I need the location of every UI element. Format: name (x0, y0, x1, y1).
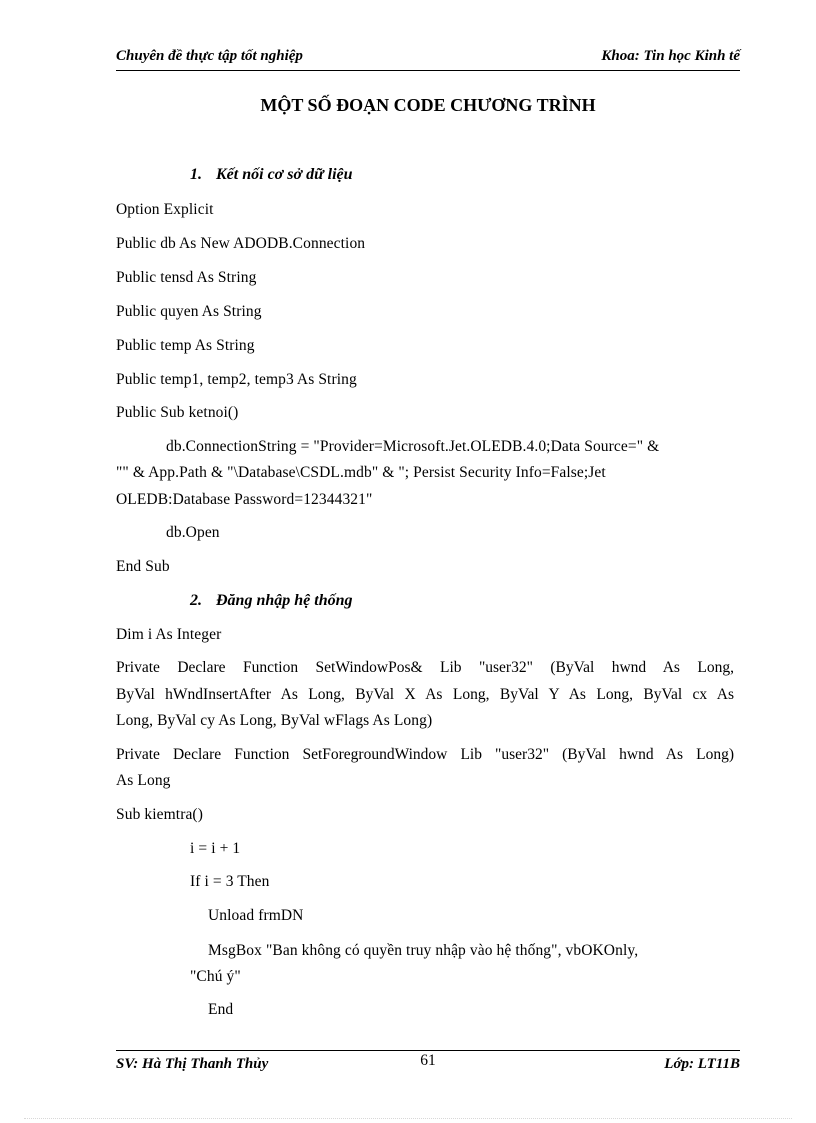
footer-rule (116, 1050, 740, 1051)
page-edge-dots (24, 1118, 792, 1119)
footer-class: Lớp: LT11B (664, 1056, 740, 1072)
page-header (116, 48, 740, 70)
code-line: Unload frmDN (208, 907, 304, 924)
code-line: Public temp1, temp2, temp3 As String (116, 371, 357, 388)
code-line: Public temp As String (116, 337, 255, 354)
header-right-text: Khoa: Tin học Kinh tế (601, 48, 740, 64)
code-line: Option Explicit (116, 201, 214, 218)
section-number: 2. (190, 592, 202, 609)
page-title: MỘT SỐ ĐOẠN CODE CHƯƠNG TRÌNH (260, 95, 596, 115)
code-line: db.ConnectionString = "Provider=Microsoft.Jet.OLEDB.4.0;Data Source=" & (166, 438, 660, 455)
section-number: 1. (190, 166, 202, 183)
header-rule (116, 70, 740, 71)
code-line: Public db As New ADODB.Connection (116, 235, 366, 252)
code-line: MsgBox "Ban không có quyền truy nhập vào hệ thống", vbOKOnly, (208, 942, 639, 959)
section-title: Kết nối cơ sở dữ liệu (216, 166, 353, 183)
code-line: ByVal hWndInsertAfter As Long, ByVal X As Long, ByVal Y As Long, ByVal cx As (116, 686, 734, 703)
code-line: OLEDB:Database Password=12344321" (116, 491, 373, 508)
code-line: Sub kiemtra() (116, 806, 203, 823)
section-heading-1 (190, 166, 353, 184)
section-title: Đăng nhập hệ thống (216, 592, 353, 609)
code-line: Long, ByVal cy As Long, ByVal wFlags As Long) (116, 712, 433, 729)
page-number: 61 (420, 1052, 436, 1069)
code-line: "Chú ý" (190, 968, 241, 985)
code-line: db.Open (166, 524, 220, 541)
code-line: Public tensd As String (116, 269, 257, 286)
footer-student-name: SV: Hà Thị Thanh Thủy (116, 1056, 269, 1072)
header-left-text: Chuyên đề thực tập tốt nghiệp (116, 48, 303, 64)
code-line: End (208, 1001, 234, 1018)
code-line: Private Declare Function SetForegroundWindow Lib "user32" (ByVal hwnd As Long) (116, 746, 734, 763)
code-line: "" & App.Path & "\Database\CSDL.mdb" & "; Persist Security Info=False;Jet (116, 464, 606, 481)
code-line: Public quyen As String (116, 303, 262, 320)
code-line: i = i + 1 (190, 840, 241, 857)
section-heading-2 (190, 592, 353, 610)
code-line: End Sub (116, 558, 170, 575)
code-line: Public Sub ketnoi() (116, 404, 239, 421)
code-line: As Long (116, 772, 171, 789)
code-line: Dim i As Integer (116, 626, 222, 643)
code-line: If i = 3 Then (190, 873, 270, 890)
code-line: Private Declare Function SetWindowPos& Lib "user32" (ByVal hwnd As Long, (116, 659, 734, 676)
